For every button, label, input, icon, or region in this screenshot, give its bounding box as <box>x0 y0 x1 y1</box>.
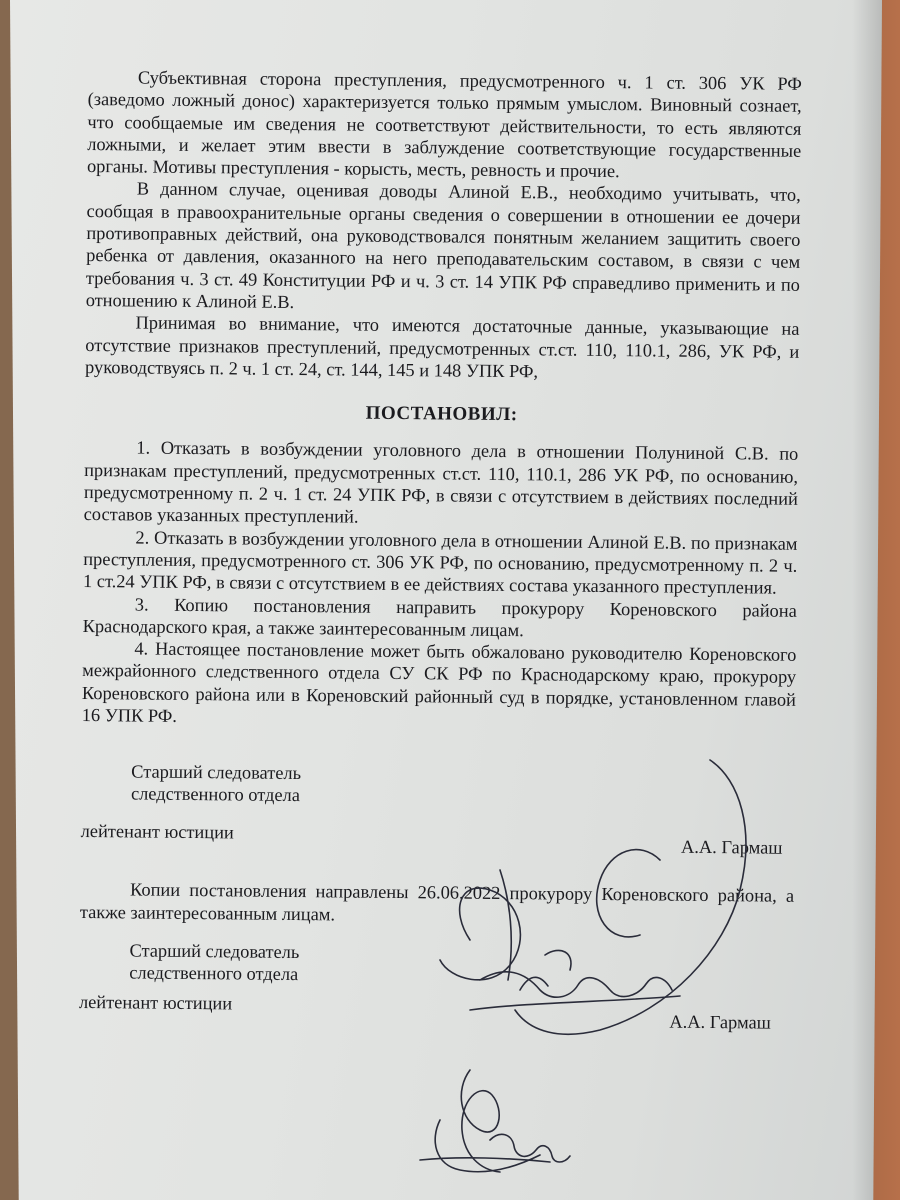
signature-1-name: А.А. Гармаш <box>680 837 783 859</box>
signature-block-1 <box>80 760 795 877</box>
signature-block-2 <box>79 939 794 1046</box>
resolution-item-4: 4. Настоящее постановление может быть обжаловано руководителю Кореновского межрайонного следственного отдела СУ СК РФ по Краснодарскому краю, прокурору Кореновского района или в Кореновский районный суд в порядке, установленном главой 16 УПК РФ. <box>81 638 797 726</box>
signature-2-title-line-1: Старший следователь <box>129 940 300 962</box>
signature-1-title-line-1: Старший следователь <box>131 761 302 784</box>
signature-1-rank: лейтенант юстиции <box>80 821 234 843</box>
resolution-item-3: 3. Копию постановления направить прокурору Кореновского района Краснодарского края, а также заинтересованным лицам. <box>82 594 797 641</box>
document-body <box>79 66 802 1046</box>
signature-2-name: А.А. Гармаш <box>669 1011 771 1033</box>
paragraph-considering: Принимая во внимание, что имеются достаточные данные, указывающие на отсутствие признаков преступлений, предусмотренных ст.ст. 110, 110.1, 286, УК РФ, и руководствуясь п. 2 ч. 1 ст. 24, ст. 144, 145 и 148 УПК РФ, <box>85 312 800 382</box>
copies-sent-note: Копии постановления направлены 26.06.2022 прокурору Кореновского района, а также заинтересованным лицам. <box>79 879 795 925</box>
resolution-item-2: 2. Отказать в возбуждении уголовного дела в отношении Алиной Е.В. по признакам преступления, предусмотренного ст. 306 УК РФ, по основанию, предусмотренному п. 2 ч. 1 ст.24 УПК РФ, в связи с отсутствием в ее действиях состава указанного преступления. <box>82 527 798 598</box>
signature-2-title-line-2: следственного отдела <box>129 962 299 984</box>
signature-2-rank: лейтенант юстиции <box>78 991 233 1014</box>
resolution-item-1: 1. Отказать в возбуждении уголовного дела в отношении Полуниной С.В. по признакам преступлений, предусмотренных ст.ст. 110, 110.1, 286 УК РФ, по основанию, предусмотренному п. 2 ч. 1 ст. 24 УПК РФ, в связи с отсутствием в действиях последний составов указанных преступлений. <box>83 437 799 527</box>
paragraph-subjective-side: Субъективная сторона преступления, предусмотренного ч. 1 ст. 306 УК РФ (заведомо ложный донос) характеризуется только прямым умыслом. Виновный сознает, что сообщаемые им сведения не соответствуют действительности, то есть являются ложными, и желает этим ввести в заблуждение соответствующие государственные органы. Мотивы преступления - корысть, месть, ревность и прочие. <box>86 67 802 182</box>
paragraph-arguments: В данном случае, оценивая доводы Алиной Е.В., необходимо учитывать, что, сообщая в правоохранительные органы сведения о совершении в отношении ее дочери противоправных действий, она руководствовался понятным желанием защитить своего ребенка от давления, оказанного на него преподавательским составом, в связи с чем требования ч. 3 ст. 49 Конституции РФ и ч. 3 ст. 14 УПК РФ справедливо применить и по отношению к Алиной Е.В. <box>85 178 801 312</box>
signature-1-title-line-2: следственного отдела <box>130 783 301 806</box>
resolution-heading: ПОСТАНОВИЛ: <box>365 402 518 426</box>
